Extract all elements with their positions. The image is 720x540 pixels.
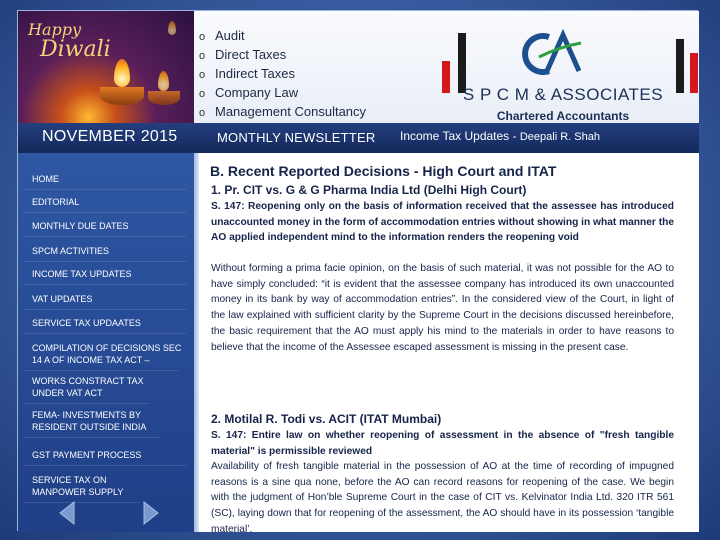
lamp-flame-icon [114,59,130,87]
section-author: Deepali R. Shah [519,131,600,143]
firm-name: S P C M & ASSOCIATES [462,85,664,104]
logo-bar-red [442,61,450,93]
case-body: Availability of fresh tangible material in the possession of AO at the time of recording of impugned reasons is a sine qua none, before the AO can record reasons for reopening of the case. We begin with the judgment of Hon’ble Supreme Court in the case of CIT vs. Kelvinator India Ltd. 320 ITR 561 (SC), laying down that for reopening of the assessment, the AO should have in its possession ‘tangible material’. [211,461,674,535]
service-item: o Indirect Taxes [199,66,295,81]
nav-item-spcm-activities[interactable]: SPCM ACTIVITIES [18,245,194,257]
logo-bar-red [690,53,698,93]
prev-page-icon[interactable] [52,500,82,526]
logo-bar-black [458,33,466,93]
case-heading: 2. Motilal R. Todi vs. ACIT (ITAT Mumbai) [211,412,442,426]
service-item: o Management Consultancy [199,104,367,119]
nav-item-vat-updates[interactable]: VAT UPDATES [18,293,194,305]
diya-lamp-icon [148,91,180,105]
lamp-flame-icon [168,21,176,35]
service-item: o Company Law [199,85,299,100]
sidebar-nav [18,153,194,532]
firm-logo [418,25,698,123]
nav-item-fema-investments[interactable]: FEMA- INVESTMENTS BY RESIDENT OUTSIDE INDIA [18,409,168,433]
diya-lamp-icon [100,87,144,105]
diwali-banner-image [18,11,194,123]
nav-item-monthly-due-dates[interactable]: MONTHLY DUE DATES [18,220,194,232]
nav-item-works-contract-tax[interactable]: WORKS CONSTRACT TAX UNDER VAT ACT [18,375,158,399]
section-heading: B. Recent Reported Decisions - High Court and ITAT [210,163,557,179]
next-page-icon[interactable] [136,500,166,526]
nav-item-income-tax-updates[interactable]: INCOME TAX UPDATES [18,268,194,280]
newsletter-page [17,10,698,535]
case-body: Without forming a prima facie opinion, on the basis of such material, it was not possible for the AO to have simply concluded: “it is evident that the assessee company has introduced its own unaccounted money in its bank by way of accommodation entries”. In the considered view of the Court, in light of the law explained with sufficient clarity by the Supreme Court in the decisions discussed hereinbefore, the basic requirement that the AO must apply his mind to the materials in order to have reasons to believe that the income of the Assessee escaped assessment is missing in the present case. [211,263,674,353]
section-title [400,129,600,143]
services-list [199,27,366,122]
case-heading: 1. Pr. CIT vs. G & G Pharma India Ltd (Delhi High Court) [211,183,527,197]
nav-item-home[interactable]: HOME [18,173,194,185]
newsletter-label: MONTHLY NEWSLETTER [217,130,376,145]
section-name: Income Tax Updates - [400,129,520,143]
main-content [199,153,699,535]
issue-month: NOVEMBER 2015 [42,128,178,145]
logo-bar-black [676,39,684,93]
page-navigation [32,500,182,526]
case-summary: S. 147: Reopening only on the basis of information received that the assessee has introduced unaccounted money in the form of accommodation entries without showing in what manner the AO applied independent mind to the information renders the reopening void [211,201,674,244]
service-item: o Direct Taxes [199,47,287,62]
firm-title: Chartered Accountants [496,109,630,123]
nav-item-editorial[interactable]: EDITORIAL [18,196,194,208]
nav-item-gst-payment[interactable]: GST PAYMENT PROCESS [18,449,194,461]
nav-item-compilation-decisions[interactable]: COMPILATION OF DECISIONS SEC 14 A OF INCOME TAX ACT – [18,342,186,366]
diwali-greeting-line2: Diwali [40,37,111,62]
case-summary: S. 147: Entire law on whether reopening of assessment in the absence of "fresh tangible material" is permissible reviewed [211,430,674,457]
ca-logo-icon [519,29,589,79]
diwali-greeting-line1: Happy [28,20,82,39]
nav-item-service-tax-updates[interactable]: SERVICE TAX UPDAATES [18,317,194,329]
lamp-flame-icon [158,71,169,91]
service-item: o Audit [199,28,245,43]
title-bar [18,123,699,153]
nav-item-service-tax-manpower[interactable]: SERVICE TAX ON MANPOWER SUPPLY [18,474,148,498]
header [18,11,699,123]
